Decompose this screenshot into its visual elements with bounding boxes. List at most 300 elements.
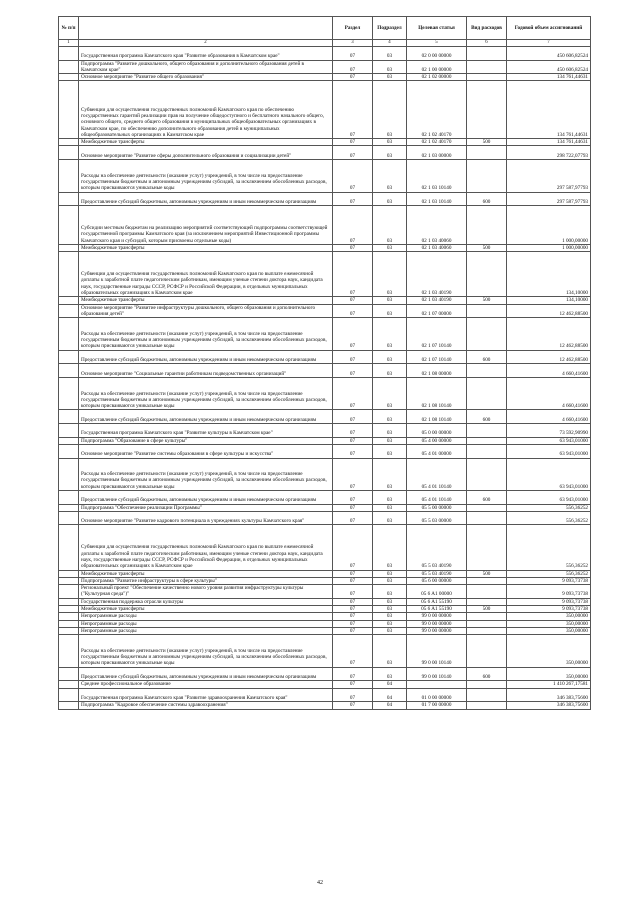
row-expense-type (467, 444, 507, 458)
row-razdel: 07 (333, 667, 373, 681)
row-num (59, 606, 79, 613)
row-expense-type: 500 (467, 297, 507, 304)
row-num (59, 252, 79, 297)
row-expense-type (467, 60, 507, 74)
row-name: Предоставление субсидий бюджетным, автономным учреждениям и иным некоммерческим организациям (79, 491, 333, 505)
row-amount: 350,00000 (507, 635, 591, 668)
row-num (59, 139, 79, 146)
row-name: Межбюджетные трансферты (79, 606, 333, 613)
row-num (59, 525, 79, 570)
row-amount: 450 606,82524 (507, 60, 591, 74)
row-expense-type: 500 (467, 570, 507, 577)
row-target-article: 05 6 00 00000 (407, 577, 467, 584)
row-razdel: 07 (333, 570, 373, 577)
row-name: Государственная поддержка отрасли культуры (79, 598, 333, 605)
table-row (59, 688, 591, 702)
row-expense-type (467, 688, 507, 702)
table-row (59, 437, 591, 444)
row-podrazdel: 03 (373, 620, 407, 627)
row-razdel: 07 (333, 613, 373, 620)
row-podrazdel: 03 (373, 585, 407, 599)
header-razdel: Раздел (333, 17, 373, 40)
row-target-article: 02 1 03 40190 (407, 297, 467, 304)
table-row (59, 511, 591, 525)
table-row (59, 160, 591, 193)
row-podrazdel: 03 (373, 377, 407, 410)
row-expense-type (467, 160, 507, 193)
table-row (59, 681, 591, 688)
row-podrazdel: 03 (373, 304, 407, 318)
table-row (59, 364, 591, 378)
row-name: Расходы на обеспечение деятельности (оказание услуг) учреждений, в том числе на предоставление государственным бюджетным и автономным учреждениям субсидий, за исключением обособленных расходов, которым присваиваются уникальные коды (79, 160, 333, 193)
row-podrazdel: 03 (373, 139, 407, 146)
row-target-article: 02 1 03 10140 (407, 192, 467, 206)
row-razdel: 07 (333, 192, 373, 206)
row-amount: 134 761,44631 (507, 74, 591, 81)
row-num (59, 444, 79, 458)
row-target-article: 05 5 03 40190 (407, 570, 467, 577)
row-podrazdel: 03 (373, 458, 407, 491)
table-row (59, 297, 591, 304)
row-razdel: 07 (333, 681, 373, 688)
table-row (59, 318, 591, 351)
row-amount: 556,36252 (507, 525, 591, 570)
row-amount: 298 722,07793 (507, 146, 591, 160)
row-razdel: 07 (333, 511, 373, 525)
table-row (59, 613, 591, 620)
row-target-article: 02 1 07 10140 (407, 318, 467, 351)
row-num (59, 192, 79, 206)
row-name: Подпрограмма "Образование в сфере культуры" (79, 437, 333, 444)
col-number: 2 (79, 40, 333, 47)
row-razdel: 07 (333, 577, 373, 584)
row-amount: 9 093,73738 (507, 606, 591, 613)
row-expense-type (467, 47, 507, 61)
row-name: Предоставление субсидий бюджетным, автономным учреждениям и иным некоммерческим организациям (79, 192, 333, 206)
row-podrazdel: 03 (373, 410, 407, 424)
row-num (59, 350, 79, 364)
row-expense-type (467, 74, 507, 81)
col-number: 7 (507, 40, 591, 47)
row-num (59, 681, 79, 688)
row-podrazdel: 03 (373, 47, 407, 61)
row-name: Межбюджетные трансферты (79, 570, 333, 577)
row-expense-type (467, 364, 507, 378)
row-num (59, 437, 79, 444)
row-expense-type (467, 318, 507, 351)
row-razdel: 07 (333, 304, 373, 318)
row-amount: 73 592,90990 (507, 424, 591, 438)
row-amount: 63 943,01000 (507, 437, 591, 444)
row-razdel: 07 (333, 598, 373, 605)
row-amount: 1 410 267,17581 (507, 681, 591, 688)
row-target-article: 99 0 00 00000 (407, 627, 467, 634)
row-target-article: 05 4 01 10140 (407, 491, 467, 505)
row-target-article: 02 1 03 40060 (407, 244, 467, 251)
col-number: 3 (333, 40, 373, 47)
row-podrazdel: 03 (373, 74, 407, 81)
row-name: Расходы на обеспечение деятельности (оказание услуг) учреждений, в том числе на предоставление государственным бюджетным и автономным учреждениям субсидий, за исключением обособленных расходов, которым присваиваются уникальные коды (79, 458, 333, 491)
row-podrazdel: 03 (373, 606, 407, 613)
row-target-article: 02 1 00 00000 (407, 60, 467, 74)
row-expense-type (467, 620, 507, 627)
table-row (59, 244, 591, 251)
row-expense-type (467, 458, 507, 491)
table-row (59, 525, 591, 570)
budget-table (58, 16, 591, 710)
header-annual-amount: Годовой объем ассигнований (507, 17, 591, 40)
row-name: Региональный проект "Обеспечение качественно нового уровня развития инфраструктуры культуры ("Культурная среда")" (79, 585, 333, 599)
table-row (59, 577, 591, 584)
row-name: Основное мероприятие "Социальные гарантии работникам подведомственных организаций" (79, 364, 333, 378)
row-name: Подпрограмма "Обеспечение реализации Программы" (79, 504, 333, 511)
row-podrazdel: 03 (373, 364, 407, 378)
row-razdel: 07 (333, 702, 373, 709)
row-razdel: 07 (333, 504, 373, 511)
row-name: Основное мероприятие "Развитие сферы дополнительного образования и социализации детей" (79, 146, 333, 160)
row-amount: 134,10000 (507, 252, 591, 297)
row-num (59, 318, 79, 351)
row-podrazdel: 03 (373, 598, 407, 605)
row-expense-type: 600 (467, 410, 507, 424)
col-number: 6 (467, 40, 507, 47)
row-expense-type (467, 613, 507, 620)
row-expense-type: 600 (467, 491, 507, 505)
row-razdel: 07 (333, 627, 373, 634)
table-row (59, 627, 591, 634)
table-row (59, 304, 591, 318)
row-amount: 1 000,00000 (507, 206, 591, 245)
row-target-article (407, 681, 467, 688)
table-row (59, 350, 591, 364)
table-row (59, 60, 591, 74)
row-amount: 350,00000 (507, 627, 591, 634)
table-row (59, 491, 591, 505)
column-number-row (59, 40, 591, 47)
row-target-article: 05 6 A1 00000 (407, 585, 467, 599)
row-expense-type (467, 252, 507, 297)
row-podrazdel: 03 (373, 613, 407, 620)
row-expense-type (467, 304, 507, 318)
row-razdel: 07 (333, 525, 373, 570)
col-number: 4 (373, 40, 407, 47)
row-amount: 346 383,75600 (507, 688, 591, 702)
table-row (59, 139, 591, 146)
table-row (59, 410, 591, 424)
row-num (59, 577, 79, 584)
row-amount: 134 761,44631 (507, 139, 591, 146)
row-razdel: 07 (333, 688, 373, 702)
row-target-article: 02 1 03 40190 (407, 252, 467, 297)
row-amount: 556,36252 (507, 504, 591, 511)
row-name: Непрограммные расходы (79, 613, 333, 620)
table-row (59, 424, 591, 438)
row-expense-type (467, 437, 507, 444)
row-amount: 297 587,97793 (507, 160, 591, 193)
row-podrazdel: 03 (373, 244, 407, 251)
row-razdel: 07 (333, 437, 373, 444)
header-target-article: Целевая статья (407, 17, 467, 40)
row-amount: 556,36252 (507, 511, 591, 525)
row-target-article: 05 4 01 00000 (407, 444, 467, 458)
row-podrazdel: 03 (373, 511, 407, 525)
row-razdel: 07 (333, 350, 373, 364)
row-target-article: 02 0 00 00000 (407, 47, 467, 61)
row-name: Государственная программа Камчатского края "Развитие образования в Камчатском крае" (79, 47, 333, 61)
row-expense-type (467, 577, 507, 584)
row-target-article: 05 6 A1 55190 (407, 606, 467, 613)
table-row (59, 598, 591, 605)
row-amount: 9 093,73738 (507, 577, 591, 584)
row-expense-type (467, 635, 507, 668)
row-razdel: 07 (333, 160, 373, 193)
row-target-article: 05 0 00 00000 (407, 424, 467, 438)
row-num (59, 424, 79, 438)
row-target-article: 05 6 A1 55190 (407, 598, 467, 605)
table-row (59, 206, 591, 245)
table-header-row (59, 17, 591, 40)
row-podrazdel: 03 (373, 206, 407, 245)
header-expense-type: Вид расходов (467, 17, 507, 40)
row-target-article: 05 5 03 00000 (407, 511, 467, 525)
row-razdel: 07 (333, 252, 373, 297)
row-target-article: 02 1 08 10140 (407, 377, 467, 410)
row-razdel: 07 (333, 377, 373, 410)
row-amount: 1 000,00000 (507, 244, 591, 251)
row-target-article: 99 0 00 00000 (407, 620, 467, 627)
row-name: Непрограммные расходы (79, 627, 333, 634)
row-amount: 350,00000 (507, 613, 591, 620)
row-num (59, 504, 79, 511)
row-razdel: 07 (333, 139, 373, 146)
row-num (59, 410, 79, 424)
row-name: Межбюджетные трансферты (79, 297, 333, 304)
row-podrazdel: 03 (373, 525, 407, 570)
row-amount: 350,00000 (507, 667, 591, 681)
table-row (59, 606, 591, 613)
row-num (59, 667, 79, 681)
row-name: Основное мероприятие "Развитие системы образования в сфере культуры и искусства" (79, 444, 333, 458)
row-num (59, 627, 79, 634)
row-target-article: 02 1 02 00000 (407, 74, 467, 81)
row-name: Среднее профессиональное образование (79, 681, 333, 688)
table-row (59, 620, 591, 627)
row-podrazdel: 03 (373, 627, 407, 634)
table-row (59, 702, 591, 709)
row-expense-type (467, 511, 507, 525)
row-name: Межбюджетные трансферты (79, 139, 333, 146)
row-target-article: 02 1 02 40170 (407, 139, 467, 146)
row-name: Предоставление субсидий бюджетным, автономным учреждениям и иным некоммерческим организациям (79, 410, 333, 424)
row-name: Предоставление субсидий бюджетным, автономным учреждениям и иным некоммерческим организациям (79, 350, 333, 364)
table-row (59, 146, 591, 160)
row-num (59, 206, 79, 245)
table-row (59, 635, 591, 668)
row-expense-type: 600 (467, 192, 507, 206)
row-podrazdel: 03 (373, 635, 407, 668)
row-expense-type (467, 525, 507, 570)
row-amount: 12 462,88500 (507, 304, 591, 318)
row-num (59, 160, 79, 193)
table-row (59, 47, 591, 61)
row-razdel: 07 (333, 297, 373, 304)
row-name: Субвенции для осуществления государственных полномочий Камчатского края по выплате ежемесячной доплаты к заработной плате педагогическим работникам, имеющим ученые степени доктора наук, кандидата наук, государственные награды СССР, РСФСР и Российской Федерации, в отдельных муниципальных образовательных организациях в Камчатском крае (79, 525, 333, 570)
row-target-article: 02 1 07 10140 (407, 350, 467, 364)
row-target-article: 02 1 03 40060 (407, 206, 467, 245)
row-amount: 4 660,41600 (507, 377, 591, 410)
row-podrazdel: 03 (373, 160, 407, 193)
row-expense-type: 500 (467, 139, 507, 146)
row-podrazdel: 03 (373, 491, 407, 505)
row-podrazdel: 03 (373, 350, 407, 364)
table-row (59, 444, 591, 458)
row-num (59, 297, 79, 304)
row-name: Государственная программа Камчатского края "Развитие культуры в Камчатском крае" (79, 424, 333, 438)
table-row (59, 74, 591, 81)
row-expense-type (467, 206, 507, 245)
row-name: Государственная программа Камчатского края "Развитие здравоохранения Камчатского края" (79, 688, 333, 702)
row-razdel: 07 (333, 606, 373, 613)
header-name (79, 17, 333, 40)
row-num (59, 635, 79, 668)
row-name: Основное мероприятие "Развитие общего образования" (79, 74, 333, 81)
table-row (59, 504, 591, 511)
row-num (59, 585, 79, 599)
row-target-article: 02 1 03 10140 (407, 160, 467, 193)
row-podrazdel: 03 (373, 577, 407, 584)
row-name: Расходы на обеспечение деятельности (оказание услуг) учреждений, в том числе на предоставление государственным бюджетным и автономным учреждениям субсидий, за исключением обособленных расходов, которым присваиваются уникальные коды (79, 635, 333, 668)
col-number: 1 (59, 40, 79, 47)
row-podrazdel: 03 (373, 318, 407, 351)
row-name: Субвенции для осуществления государственных полномочий Камчатского края по обеспечению государственных гарантий реализации прав на получение общедоступного и бесплатного начального общего, основного общего, среднего общего образования в муниципальных общеобразовательных организациях в Камчатском крае, по обеспечению дополнительного образования детей в муниципальных общеобразовательных организациях в Камчатском крае (79, 81, 333, 139)
row-podrazdel: 03 (373, 437, 407, 444)
row-podrazdel: 03 (373, 424, 407, 438)
row-num (59, 570, 79, 577)
row-name: Основное мероприятие "Развитие кадрового потенциала в учреждениях культуры Камчатского края" (79, 511, 333, 525)
row-podrazdel: 04 (373, 688, 407, 702)
row-expense-type (467, 81, 507, 139)
row-amount: 4 660,41600 (507, 364, 591, 378)
row-num (59, 81, 79, 139)
row-num (59, 702, 79, 709)
row-num (59, 613, 79, 620)
row-name: Предоставление субсидий бюджетным, автономным учреждениям и иным некоммерческим организациям (79, 667, 333, 681)
row-target-article: 02 1 08 00000 (407, 364, 467, 378)
row-razdel: 07 (333, 47, 373, 61)
row-name: Расходы на обеспечение деятельности (оказание услуг) учреждений, в том числе на предоставление государственным бюджетным и автономным учреждениям субсидий, за исключением обособленных расходов, которым присваиваются уникальные коды (79, 318, 333, 351)
row-razdel: 07 (333, 81, 373, 139)
row-razdel: 07 (333, 458, 373, 491)
row-target-article: 05 5 03 40190 (407, 525, 467, 570)
row-podrazdel: 03 (373, 667, 407, 681)
row-num (59, 620, 79, 627)
row-expense-type: 600 (467, 350, 507, 364)
row-name: Подпрограмма "Развитие дошкольного, общего образования и дополнительного образования детей в Камчатском крае" (79, 60, 333, 74)
row-num (59, 244, 79, 251)
row-expense-type: 500 (467, 606, 507, 613)
row-razdel: 07 (333, 410, 373, 424)
row-name: Основное мероприятие "Развитие инфраструктуры дошкольного, общего образования и дополнительного образования детей" (79, 304, 333, 318)
row-num (59, 364, 79, 378)
row-amount: 63 943,01000 (507, 491, 591, 505)
row-target-article: 01 7 00 00000 (407, 702, 467, 709)
row-num (59, 74, 79, 81)
row-amount: 134 761,44631 (507, 81, 591, 139)
row-podrazdel: 03 (373, 444, 407, 458)
row-expense-type (467, 146, 507, 160)
row-expense-type (467, 504, 507, 511)
row-razdel: 07 (333, 74, 373, 81)
col-number: 5 (407, 40, 467, 47)
row-podrazdel: 03 (373, 297, 407, 304)
row-expense-type (467, 585, 507, 599)
row-amount: 12 462,88500 (507, 350, 591, 364)
row-target-article: 02 1 08 10140 (407, 410, 467, 424)
row-target-article: 02 1 02 40170 (407, 81, 467, 139)
row-razdel: 07 (333, 491, 373, 505)
row-razdel: 07 (333, 585, 373, 599)
row-podrazdel: 03 (373, 81, 407, 139)
row-amount: 556,36252 (507, 570, 591, 577)
row-num (59, 304, 79, 318)
row-razdel: 07 (333, 444, 373, 458)
row-target-article: 02 1 07 00000 (407, 304, 467, 318)
row-num (59, 47, 79, 61)
row-target-article: 99 0 00 10140 (407, 667, 467, 681)
row-num (59, 377, 79, 410)
header-num: № п/п (59, 17, 79, 40)
row-name: Подпрограмма "Кадровое обеспечение системы здравоохранения" (79, 702, 333, 709)
row-podrazdel: 04 (373, 681, 407, 688)
budget-sheet (58, 16, 590, 710)
row-target-article: 99 0 00 10140 (407, 635, 467, 668)
row-podrazdel: 03 (373, 192, 407, 206)
row-razdel: 07 (333, 424, 373, 438)
table-row (59, 377, 591, 410)
row-target-article: 05 5 00 00000 (407, 504, 467, 511)
row-amount: 4 660,41600 (507, 410, 591, 424)
row-amount: 9 093,73738 (507, 585, 591, 599)
row-num (59, 511, 79, 525)
table-row (59, 192, 591, 206)
row-amount: 450 606,82524 (507, 47, 591, 61)
table-row (59, 570, 591, 577)
row-amount: 63 943,01000 (507, 444, 591, 458)
row-target-article: 01 0 00 00000 (407, 688, 467, 702)
table-row (59, 667, 591, 681)
row-name: Субвенции для осуществления государственных полномочий Камчатского края по выплате ежемесячной доплаты к заработной плате педагогическим работникам, имеющим ученые степени доктора наук, кандидата наук, государственные награды СССР, РСФСР и Российской Федерации, в отдельных муниципальных образовательных организациях в Камчатском крае (79, 252, 333, 297)
header-podrazdel: Подраздел (373, 17, 407, 40)
row-razdel: 07 (333, 146, 373, 160)
row-expense-type (467, 377, 507, 410)
row-podrazdel: 03 (373, 252, 407, 297)
page-number: 42 (317, 880, 323, 886)
row-expense-type (467, 424, 507, 438)
row-expense-type: 600 (467, 667, 507, 681)
row-razdel: 07 (333, 364, 373, 378)
row-expense-type: 500 (467, 244, 507, 251)
row-expense-type (467, 702, 507, 709)
row-expense-type (467, 598, 507, 605)
table-row (59, 458, 591, 491)
row-razdel: 07 (333, 318, 373, 351)
row-num (59, 491, 79, 505)
row-amount: 63 943,01000 (507, 458, 591, 491)
row-razdel: 07 (333, 620, 373, 627)
row-amount: 12 462,88500 (507, 318, 591, 351)
row-podrazdel: 03 (373, 570, 407, 577)
row-name: Субсидии местным бюджетам на реализацию мероприятий соответствующей подпрограммы соответствующей государственной программы Камчатского края (за исключением мероприятий Инвестиционной программы Камчатского края и субсидий, которым присвоены отдельные коды) (79, 206, 333, 245)
